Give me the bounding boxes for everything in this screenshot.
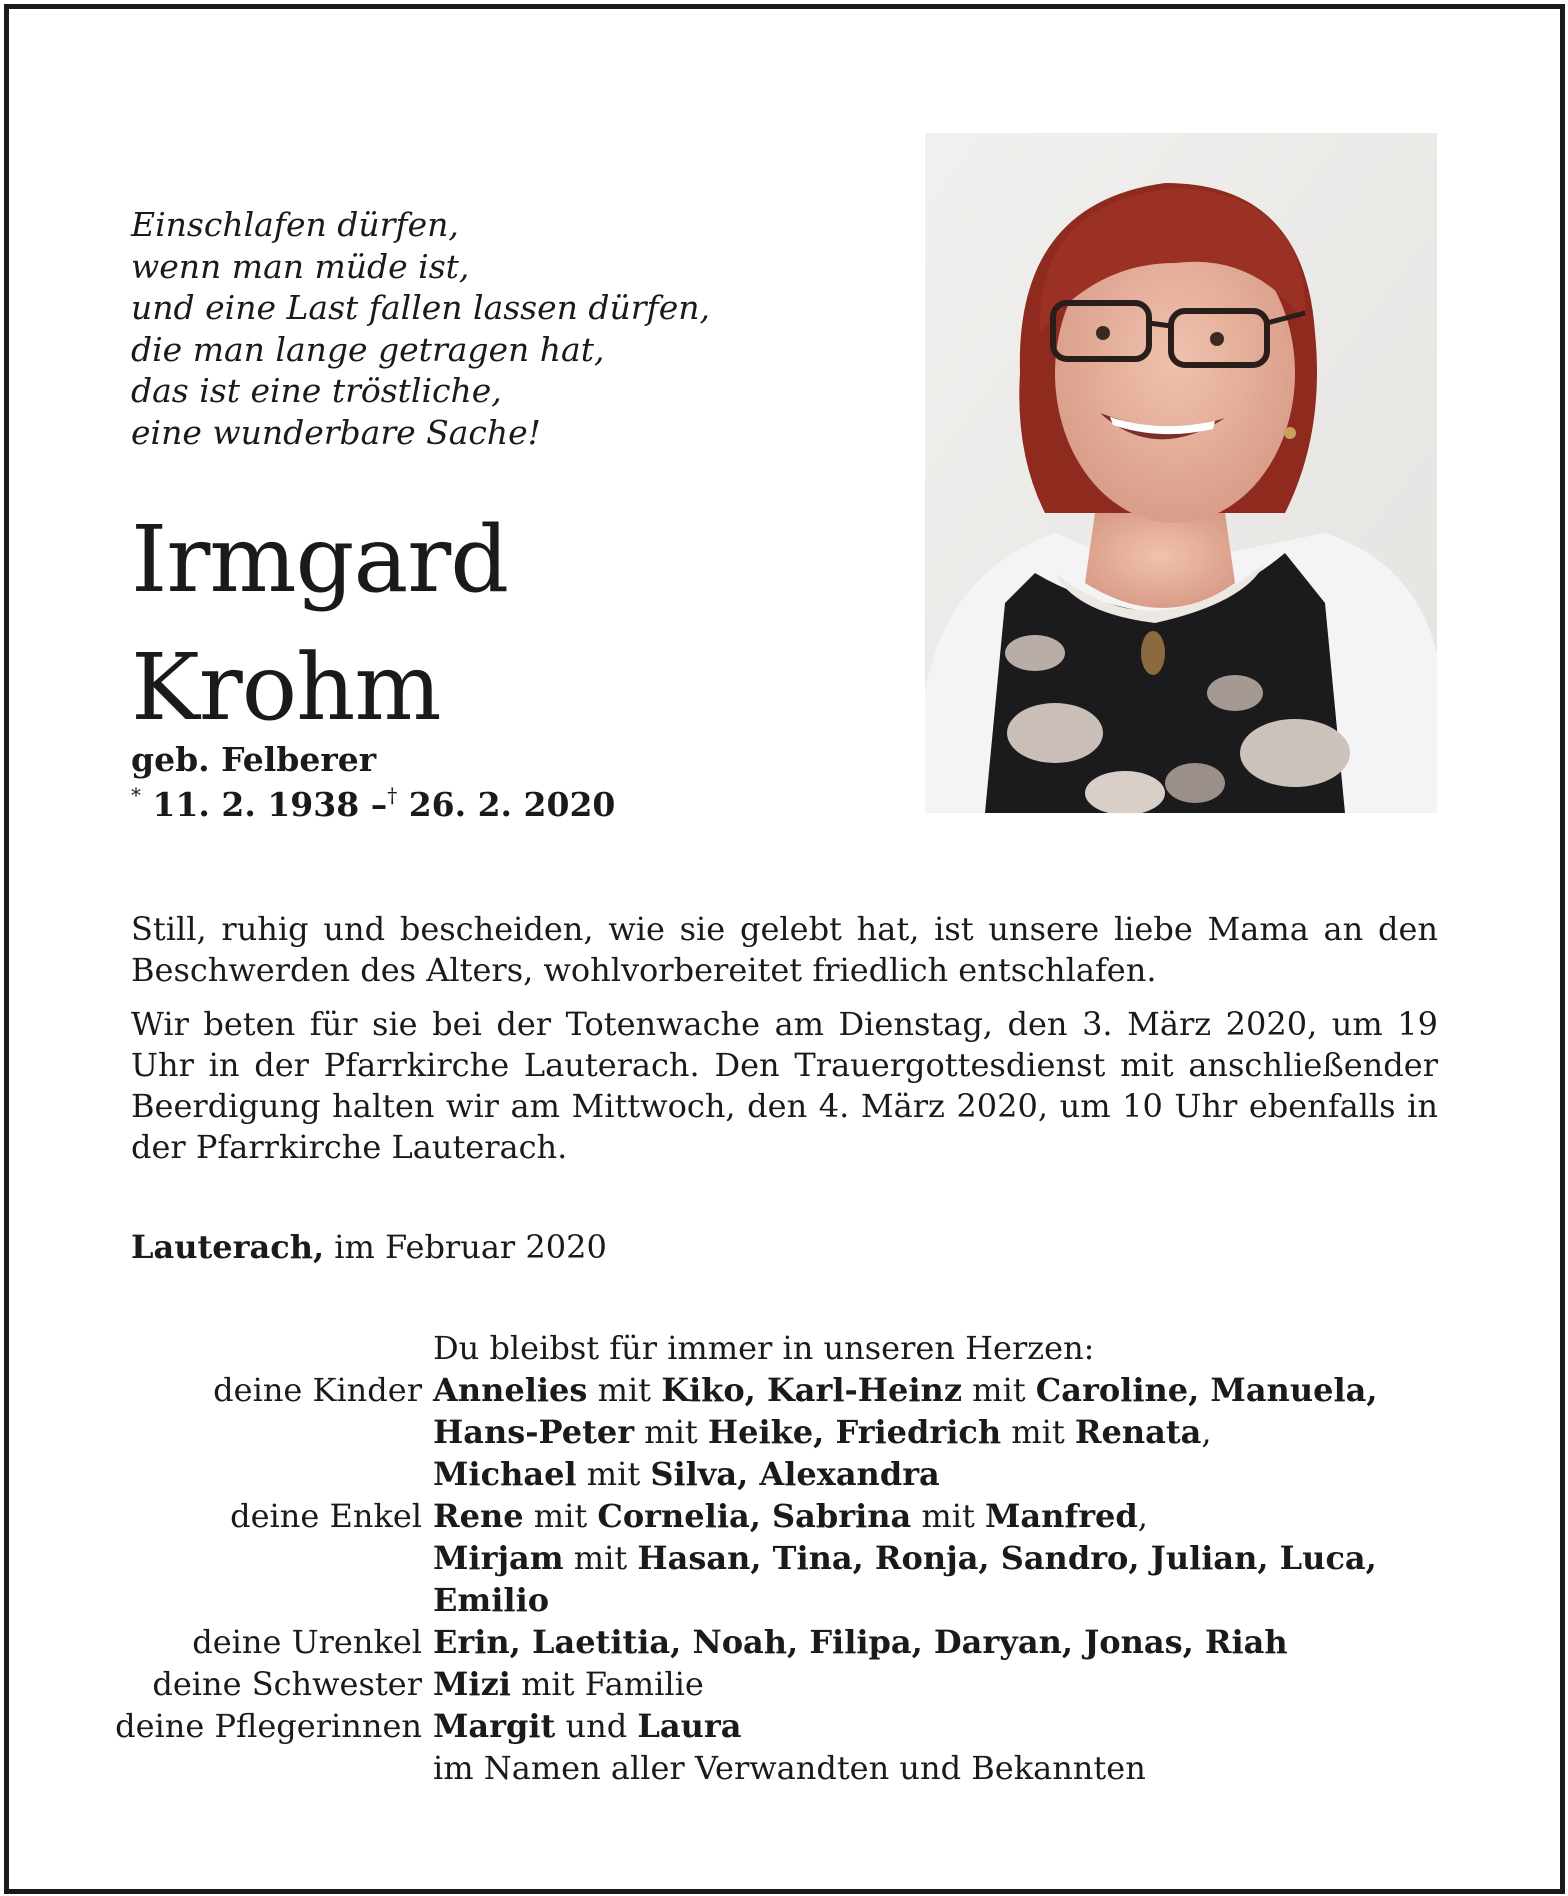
poem [131, 204, 751, 453]
signer-name: Erin, Laetitia, Noah, Filipa, Daryan, Jonas, Riah [433, 1623, 1288, 1661]
maiden-name: geb. Felberer [131, 740, 377, 779]
signer-relation: deine Enkel [230, 1497, 422, 1535]
signer-connector: , [1137, 1497, 1148, 1535]
signer-connector: mit [1001, 1413, 1075, 1451]
place-city: Lauterach, [131, 1228, 325, 1266]
signer-connector: und [555, 1707, 638, 1745]
signer-row [0, 1747, 1560, 1789]
signer-name: Renata [1074, 1413, 1202, 1451]
paragraph-services: Wir beten für sie bei der Totenwache am Dienstag, den 3. März 2020, um 19 Uhr in der Pfarrkirche Lauterach. Den Trauergottesdienst mit anschließender Beerdigung halten wir am Mittwoch, den 4. März 2020, um 10 Uhr ebenfalls in der Pfarrkirche Lauterach. [131, 1005, 1438, 1166]
signer-connector: mit [563, 1539, 638, 1577]
signer-name: Annelies [433, 1371, 588, 1409]
signer-name: Mirjam [433, 1539, 564, 1577]
signer-names [433, 1495, 1148, 1537]
signer-connector: mit Familie [510, 1665, 704, 1703]
signer-name: Laura [637, 1707, 742, 1745]
signers-list [0, 1327, 1560, 1789]
signer-name: Hasan, Tina, Ronja, Sandro, Julian, Luca, [637, 1539, 1377, 1577]
signer-name: Caroline, Manuela, [1035, 1371, 1378, 1409]
signer-names [433, 1537, 1377, 1579]
signer-row [0, 1453, 1560, 1495]
signer-connector: im Namen aller Verwandten und Bekannten [433, 1749, 1146, 1787]
death-date: 26. 2. 2020 [408, 785, 616, 824]
portrait-photo [925, 133, 1437, 813]
signer-relation: deine Schwester [152, 1665, 422, 1703]
announcement-text [131, 909, 1438, 1181]
signer-names [433, 1621, 1288, 1663]
signer-connector: mit [576, 1455, 651, 1493]
paragraph-passing: Still, ruhig und bescheiden, wie sie gelebt hat, ist unsere liebe Mama an den Beschwerden des Alters, wohlvorbereitet friedlich entschlafen. [131, 910, 1438, 989]
signer-name: Heike, Friedrich [707, 1413, 1002, 1451]
poem-line: und eine Last fallen lassen dürfen, [131, 288, 711, 327]
signer-name: Hans-Peter [433, 1413, 635, 1451]
date-dash: – [370, 785, 388, 824]
poem-line: wenn man müde ist, [131, 246, 470, 286]
signer-names [433, 1453, 940, 1495]
signers-intro-row [0, 1327, 1560, 1369]
birth-date: 11. 2. 1938 [152, 785, 360, 824]
signer-name: Emilio [433, 1581, 550, 1619]
signer-names [433, 1747, 1146, 1789]
signer-name: Rene [433, 1497, 524, 1535]
signer-connector: mit [523, 1497, 598, 1535]
poem-line: Einschlafen dürfen, [131, 205, 459, 244]
signer-connector: mit [587, 1371, 662, 1409]
signer-relation: deine Pflegerinnen [115, 1707, 422, 1745]
birth-symbol: * [131, 783, 141, 807]
signer-name: Manfred [985, 1497, 1138, 1535]
signer-row [0, 1369, 1560, 1411]
signer-row [0, 1705, 1560, 1747]
signer-name: Cornelia, Sabrina [597, 1497, 912, 1535]
signer-row [0, 1579, 1560, 1621]
poem-line: eine wunderbare Sache! [131, 412, 541, 452]
signer-relation: deine Kinder [213, 1371, 422, 1409]
signer-name: Margit [433, 1707, 556, 1745]
signer-names [433, 1369, 1377, 1411]
signer-row [0, 1663, 1560, 1705]
life-dates [131, 783, 615, 824]
deceased-name [131, 496, 508, 752]
signer-name: Kiko, Karl-Heinz [661, 1371, 962, 1409]
signer-row [0, 1537, 1560, 1579]
signer-row [0, 1411, 1560, 1453]
first-name: Irmgard [131, 506, 509, 613]
signer-row [0, 1621, 1560, 1663]
signer-connector: mit [961, 1371, 1036, 1409]
signer-names [433, 1579, 549, 1621]
signers-intro: Du bleibst für immer in unseren Herzen: [433, 1329, 1095, 1367]
signer-connector: mit [634, 1413, 708, 1451]
signer-connector: mit [911, 1497, 985, 1535]
signer-name: Michael [433, 1455, 577, 1493]
place-month: im Februar 2020 [324, 1228, 607, 1266]
signer-name: Silva, Alexandra [650, 1455, 940, 1493]
signer-names [433, 1705, 741, 1747]
last-name: Krohm [131, 634, 441, 741]
signer-connector: , [1201, 1413, 1212, 1451]
death-symbol: † [387, 783, 398, 807]
signer-relation: deine Urenkel [192, 1623, 422, 1661]
signer-name: Mizi [433, 1665, 511, 1703]
signer-names [433, 1411, 1212, 1453]
poem-line: die man lange getragen hat, [131, 329, 605, 369]
signer-row [0, 1495, 1560, 1537]
poem-line: das ist eine tröstliche, [131, 371, 502, 410]
place-date [131, 1228, 607, 1266]
signer-names [433, 1663, 704, 1705]
